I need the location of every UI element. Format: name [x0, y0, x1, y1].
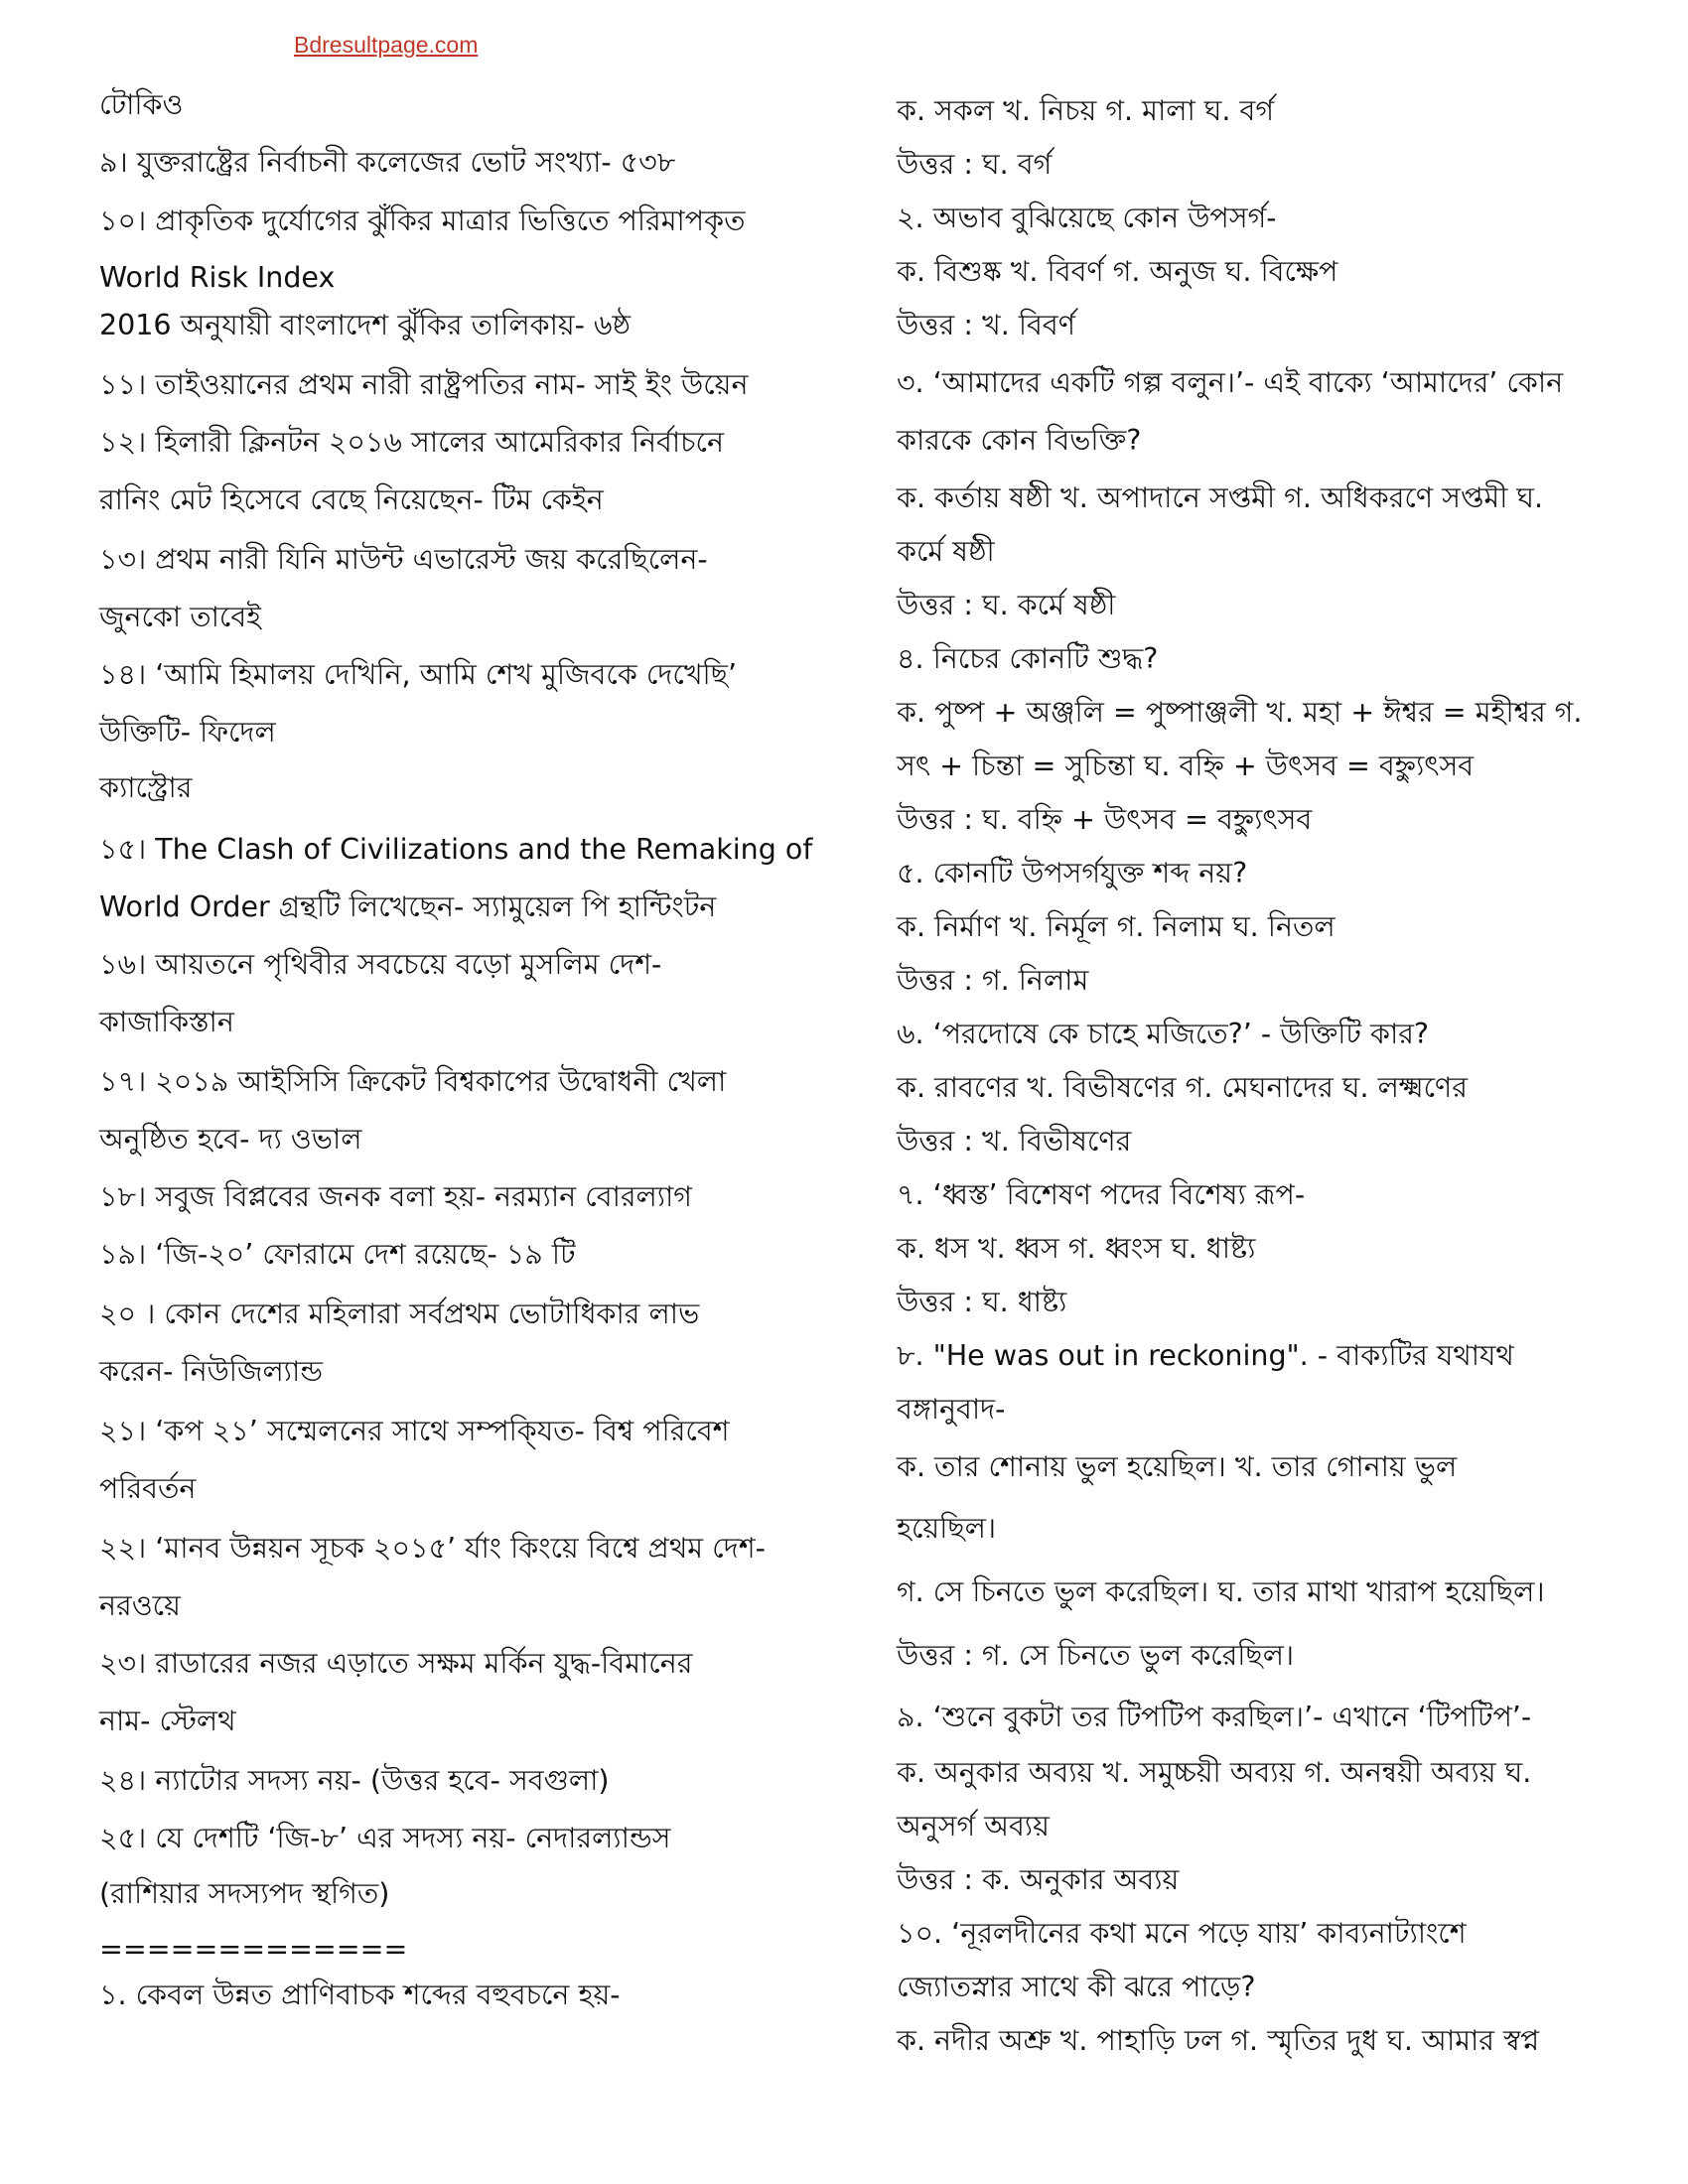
text-line: হয়েছিল। — [897, 1512, 997, 1545]
text-line: ৩. ‘আমাদের একটি গল্প বলুন।’- এই বাক্যে ‘আমাদের’ কোন — [897, 366, 1564, 399]
text-line: উত্তর : ঘ. কর্মে ষষ্ঠী — [897, 589, 1116, 621]
text-line: বঙ্গানুবাদ- — [897, 1393, 1006, 1426]
text-line: 2016 অনুযায়ী বাংলাদেশ ঝুঁকির তালিকায়- ৬ষ্ঠ — [99, 309, 632, 341]
text-line: ১০. ‘নূরলদীনের কথা মনে পড়ে যায়’ কাব্যনাট্যাংশে — [897, 1917, 1467, 1950]
text-line: কর্মে ষষ্ঠী — [897, 535, 995, 568]
text-line: ৮. "He was out in reckoning". - বাক্যটির যথাযথ — [897, 1339, 1514, 1372]
text-line: ৪. নিচের কোনটি শুদ্ধ? — [897, 642, 1159, 675]
text-line: ২০ । কোন দেশের মহিলারা সর্বপ্রথম ভোটাধিকার লাভ — [99, 1297, 700, 1330]
text-line: উত্তর : খ. বিভীষণের — [897, 1125, 1132, 1158]
divider-line: ============= — [99, 1933, 408, 1966]
text-line: সৎ + চিন্তা = সুচিন্তা ঘ. বহ্নি + উৎসব = বহ্ন্যুৎসব — [897, 750, 1475, 782]
text-line: উত্তর : ঘ. ধাষ্ট্য — [897, 1286, 1067, 1318]
site-link[interactable]: Bdresultpage.com — [294, 32, 479, 58]
text-line: ৭. ‘ধ্বস্ত’ বিশেষণ পদের বিশেষ্য রূপ- — [897, 1178, 1306, 1211]
text-line: ক. ধস খ. ধ্বস গ. ধ্বংস ঘ. ধাষ্ট্য — [897, 1232, 1256, 1265]
text-line: ৫. কোনটি উপসর্গযুক্ত শব্দ নয়? — [897, 857, 1248, 889]
text-line: উত্তর : ঘ. বহ্নি + উৎসব = বহ্ন্যুৎসব — [897, 803, 1313, 836]
text-line: টোকিও — [99, 88, 184, 121]
text-line: উত্তর : ক. অনুকার অব্যয় — [897, 1863, 1180, 1896]
text-line: ক. পুষ্প + অঞ্জলি = পুষ্পাঞ্জলী খ. মহা + ঈশ্বর = মহীশ্বর গ. — [897, 696, 1583, 729]
text-line: ২৫। যে দেশটি ‘জি-৮’ এর সদস্য নয়- নেদারল্যান্ডস — [99, 1822, 671, 1854]
text-line: ১৪। ‘আমি হিমালয় দেখিনি, আমি শেখ মুজিবকে দেখেছি’ — [99, 658, 738, 691]
text-line: নাম- স্টেলথ — [99, 1705, 236, 1737]
text-line: ২৩। রাডারের নজর এড়াতে সক্ষম মর্কিন যুদ্ধ-বিমানের — [99, 1647, 693, 1680]
text-line: কাজাকিস্তান — [99, 1006, 234, 1038]
text-line: ১৩। প্রথম নারী যিনি মাউন্ট এভারেস্ট জয় করেছিলেন- — [99, 543, 708, 576]
text-line: উত্তর : গ. সে চিনতে ভুল করেছিল। — [897, 1639, 1295, 1672]
text-line: ক. নদীর অশ্রু খ. পাহাড়ি ঢল গ. স্মৃতির দুধ ঘ. আমার স্বপ্ন — [897, 2024, 1540, 2057]
text-line: জুনকো তাবেই — [99, 601, 262, 633]
text-line: ক. কর্তায় ষষ্ঠী খ. অপাদানে সপ্তমী গ. অধিকরণে সপ্তমী ঘ. — [897, 481, 1544, 514]
text-line: ১১। তাইওয়ানের প্রথম নারী রাষ্ট্রপতির নাম- সাই ইং উয়েন — [99, 368, 749, 401]
text-line: ১৮। সবুজ বিপ্লবের জনক বলা হয়- নরম্যান বোরল্যাগ — [99, 1180, 692, 1213]
text-line: ক. রাবণের খ. বিভীষণের গ. মেঘনাদের ঘ. লক্ষ্মণের — [897, 1071, 1468, 1104]
text-line: ১. কেবল উন্নত প্রাণিবাচক শব্দের বহুবচনে হয়- — [99, 1979, 621, 2011]
text-line: (রাশিয়ার সদস্যপদ স্থগিত) — [99, 1877, 390, 1910]
text-line: ১৬। আয়তনে পৃথিবীর সবচেয়ে বড়ো মুসলিম দেশ- — [99, 948, 662, 981]
text-line: পরিবর্তন — [99, 1472, 197, 1505]
text-line: উক্তিটি- ফিদেল — [99, 716, 276, 749]
text-line: ক্যাস্ট্রোর — [99, 771, 193, 804]
text-line: রানিং মেট হিসেবে বেছে নিয়েছেন- টিম কেইন — [99, 483, 604, 516]
text-line: ১৭। ২০১৯ আইসিসি ক্রিকেট বিশ্বকাপের উদ্বোধনী খেলা — [99, 1065, 727, 1098]
text-line: ২২। ‘মানব উন্নয়ন সূচক ২০১৫’ র্যাং কিংয়ে বিশ্বে প্রথম দেশ- — [99, 1532, 766, 1565]
text-line: ৯। যুক্তরাষ্ট্রের নির্বাচনী কলেজের ভোট সংখ্যা- ৫৩৮ — [99, 146, 676, 179]
text-line: জ্যোতস্নার সাথে কী ঝরে পাড়ে? — [897, 1971, 1256, 2003]
text-line: ক. বিশুষ্ক খ. বিবর্ণ গ. অনুজ ঘ. বিক্ষেপ — [897, 255, 1338, 288]
text-line: করেন- নিউজিল্যান্ড — [99, 1355, 323, 1388]
text-line: ২১। ‘কপ ২১’ সম্মেলনের সাথে সম্পকি্যত- বিশ্ব পরিবেশ — [99, 1415, 730, 1447]
text-line: ক. অনুকার অব্যয় খ. সমুচ্চয়ী অব্যয় গ. অনন্বয়ী অব্যয় ঘ. — [897, 1756, 1532, 1789]
text-line: World Order গ্রন্থটি লিখেছেন- স্যামুয়েল পি হান্টিংটন — [99, 890, 717, 923]
text-line: ১০। প্রাকৃতিক দুর্যোগের ঝুঁকির মাত্রার ভিত্তিতে পরিমাপকৃত — [99, 205, 746, 237]
text-line: অনুসর্গ অব্যয় — [897, 1810, 1050, 1843]
text-line: গ. সে চিনতে ভুল করেছিল। ঘ. তার মাথা খারাপ হয়েছিল। — [897, 1575, 1545, 1608]
text-line: ১২। হিলারী ক্লিনটন ২০১৬ সালের আমেরিকার নির্বাচনে — [99, 426, 724, 459]
text-line: ৬. ‘পরদোষে কে চাহে মজিতে?’ - উক্তিটি কার? — [897, 1018, 1430, 1050]
text-line: ক. তার শোনায় ভুল হয়েছিল। খ. তার গোনায় ভুল — [897, 1450, 1458, 1483]
text-line: ২৪। ন্যাটোর সদস্য নয়- (উত্তর হবে- সবগুলা) — [99, 1764, 610, 1797]
text-line: কারকে কোন বিভক্তি? — [897, 424, 1142, 457]
text-line: World Risk Index — [99, 261, 336, 294]
text-line: ২. অভাব বুঝিয়েছে কোন উপসর্গ- — [897, 202, 1277, 234]
text-line: ৯. ‘শুনে বুকটা তর টিপটিপ করছিল।’- এখানে ‘টিপটিপ’- — [897, 1701, 1532, 1733]
text-line: উত্তর : ঘ. বর্গ — [897, 148, 1053, 181]
text-line: ক. সকল খ. নিচয় গ. মালা ঘ. বর্গ — [897, 94, 1275, 127]
text-line: ১৯। ‘জি-২০’ ফোরামে দেশ রয়েছে- ১৯ টি — [99, 1238, 576, 1271]
text-line: উত্তর : খ. বিবর্ণ — [897, 309, 1075, 341]
text-line: উত্তর : গ. নিলাম — [897, 964, 1089, 997]
text-line: অনুষ্ঠিত হবে- দ্য ওভাল — [99, 1123, 362, 1156]
text-line: ক. নির্মাণ খ. নির্মূল গ. নিলাম ঘ. নিতল — [897, 910, 1336, 943]
text-line: ১৫। The Clash of Civilizations and the Remaking of — [99, 833, 813, 866]
text-line: নরওয়ে — [99, 1589, 181, 1622]
